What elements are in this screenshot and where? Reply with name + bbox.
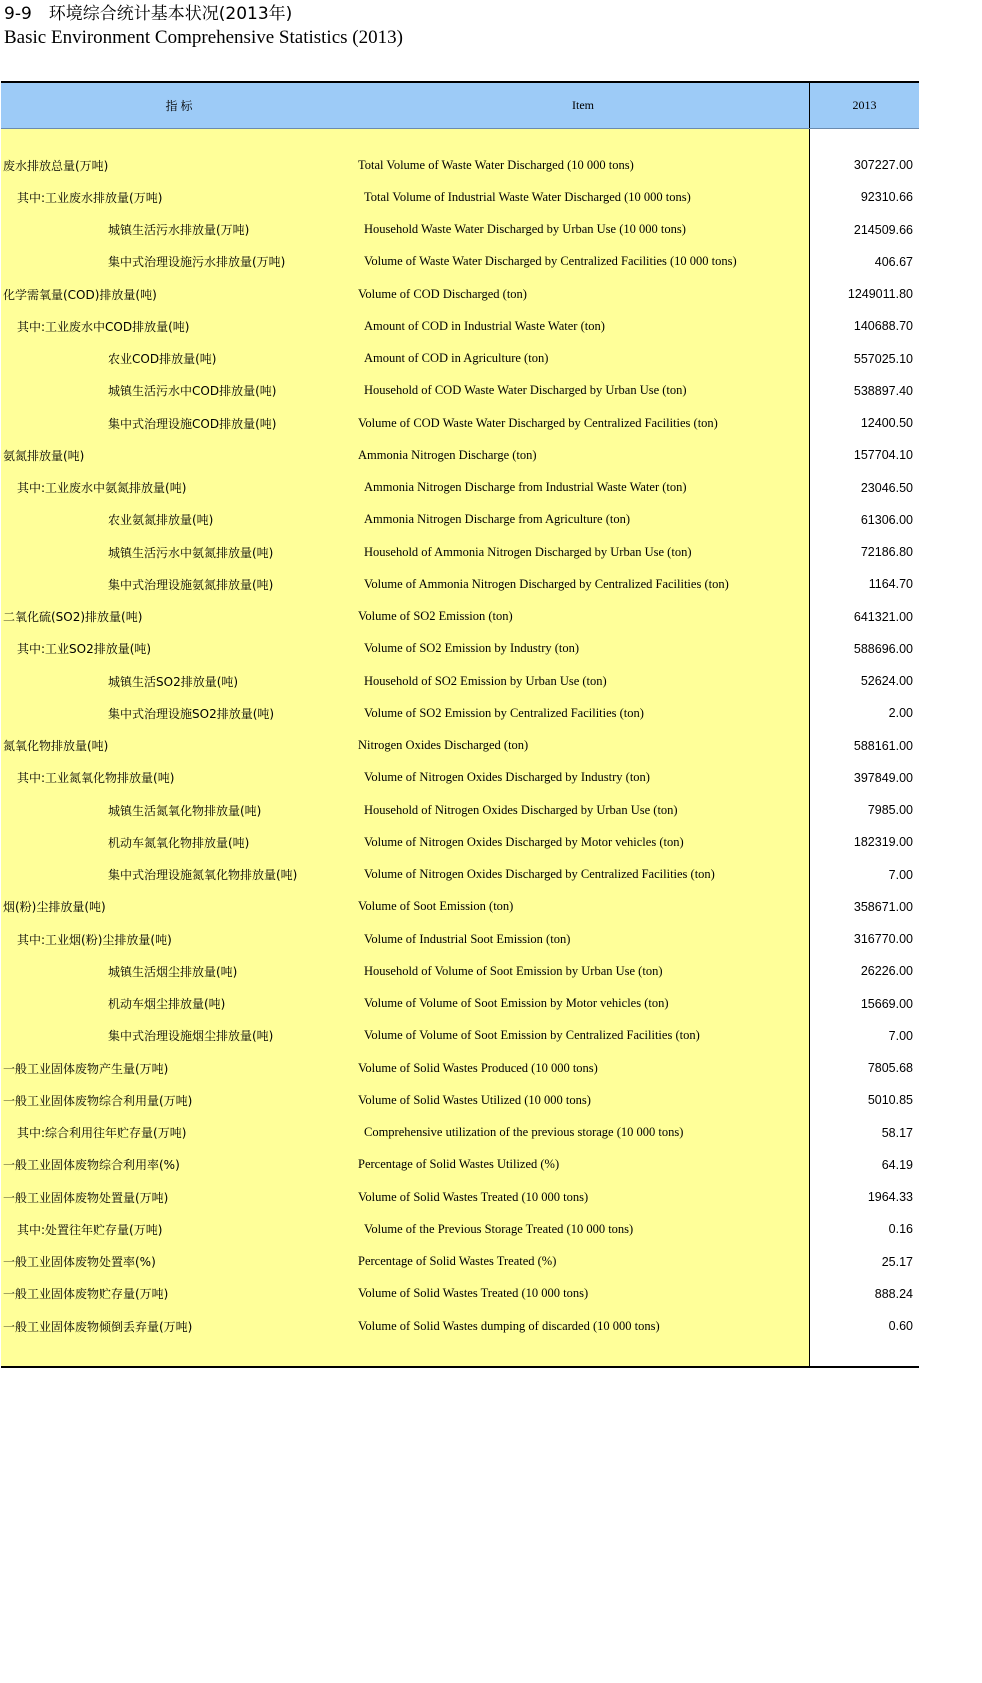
table-row <box>1 1181 809 1213</box>
value-2013-cell: 26226.00 <box>860 964 913 979</box>
indicator-cn-cell: 一般工业固体废物倾倒丢弃量(万吨) <box>3 1319 193 1334</box>
indicator-cn-cell: 二氧化硫(SO2)排放量(吨) <box>3 610 143 625</box>
table-row <box>1 407 809 439</box>
item-en-cell: Household Waste Water Discharged by Urban Use (10 000 tons) <box>364 222 686 237</box>
item-en-cell: Percentage of Solid Wastes Utilized (%) <box>358 1157 560 1172</box>
item-en-cell: Volume of Volume of Soot Emission by Motor vehicles (ton) <box>364 996 669 1011</box>
indicator-cn-cell: 机动车氮氧化物排放量(吨) <box>108 835 250 850</box>
item-en-cell: Amount of COD in Agriculture (ton) <box>364 351 549 366</box>
item-en-cell: Volume of COD Discharged (ton) <box>358 286 527 301</box>
indicator-cn-cell: 其中:处置往年贮存量(万吨) <box>17 1222 163 1237</box>
table-row <box>1 988 809 1020</box>
value-2013-cell: 52624.00 <box>860 674 913 689</box>
table-row <box>1 278 809 310</box>
item-en-cell: Ammonia Nitrogen Discharge from Agriculture (ton) <box>364 512 631 527</box>
indicator-cn-cell: 其中:工业废水排放量(万吨) <box>17 190 163 205</box>
item-en-cell: Total Volume of Waste Water Discharged (10 000 tons) <box>358 157 634 172</box>
table-row <box>1 246 809 278</box>
value-2013-cell: 7985.00 <box>867 803 913 818</box>
value-2013-cell: 0.16 <box>888 1222 913 1237</box>
item-en-cell: Household of COD Waste Water Discharged by Urban Use (ton) <box>364 383 687 398</box>
value-2013-cell: 61306.00 <box>860 512 913 527</box>
value-2013-cell: 92310.66 <box>860 190 913 205</box>
item-en-cell: Percentage of Solid Wastes Treated (%) <box>358 1254 557 1269</box>
indicator-cn-cell: 机动车烟尘排放量(吨) <box>108 997 226 1012</box>
value-2013-cell: 7.00 <box>888 1028 913 1043</box>
value-2013-cell: 214509.66 <box>853 222 913 237</box>
table-row <box>1 1246 809 1278</box>
value-column <box>809 129 919 1366</box>
item-en-cell: Household of SO2 Emission by Urban Use (ton) <box>364 673 607 688</box>
table-row <box>1 762 809 794</box>
item-en-cell: Household of Volume of Soot Emission by Urban Use (ton) <box>364 963 663 978</box>
value-2013-cell: 397849.00 <box>853 770 913 785</box>
indicator-cn-cell: 其中:工业SO2排放量(吨) <box>17 642 152 657</box>
value-2013-cell: 307227.00 <box>853 158 913 173</box>
indicator-cn-cell: 城镇生活污水排放量(万吨) <box>108 223 250 238</box>
table-body <box>1 129 919 1366</box>
header-year: 2013 <box>809 83 919 128</box>
item-en-cell: Volume of Solid Wastes Treated (10 000 tons) <box>358 1189 589 1204</box>
indicator-cn-cell: 城镇生活SO2排放量(吨) <box>108 674 239 689</box>
table-row <box>1 859 809 891</box>
statistics-table <box>1 81 919 1368</box>
table-row <box>1 568 809 600</box>
value-2013-cell: 557025.10 <box>853 351 913 366</box>
value-2013-cell: 406.67 <box>874 254 913 269</box>
item-en-cell: Volume of Solid Wastes Utilized (10 000 tons) <box>358 1092 591 1107</box>
indicator-cn-cell: 废水排放总量(万吨) <box>3 158 109 173</box>
value-2013-cell: 72186.80 <box>860 545 913 560</box>
indicator-cn-cell: 一般工业固体废物贮存量(万吨) <box>3 1287 169 1302</box>
item-en-cell: Total Volume of Industrial Waste Water Discharged (10 000 tons) <box>364 189 691 204</box>
indicator-cn-cell: 城镇生活污水中氨氮排放量(吨) <box>108 545 274 560</box>
indicator-cn-cell: 其中:综合利用往年贮存量(万吨) <box>17 1126 187 1141</box>
value-2013-cell: 588696.00 <box>853 641 913 656</box>
item-en-cell: Ammonia Nitrogen Discharge from Industrial Waste Water (ton) <box>364 480 687 495</box>
item-en-cell: Nitrogen Oxides Discharged (ton) <box>358 738 529 753</box>
item-en-cell: Amount of COD in Industrial Waste Water (ton) <box>364 318 605 333</box>
indicator-cn-cell: 化学需氧量(COD)排放量(吨) <box>3 287 157 302</box>
value-2013-cell: 641321.00 <box>853 609 913 624</box>
item-en-cell: Volume of Volume of Soot Emission by Centralized Facilities (ton) <box>364 1028 700 1043</box>
value-2013-cell: 157704.10 <box>853 448 913 463</box>
value-2013-cell: 25.17 <box>881 1254 913 1269</box>
table-row <box>1 633 809 665</box>
table-bottom-rule <box>1 1366 919 1368</box>
item-en-cell: Volume of Solid Wastes Produced (10 000 tons) <box>358 1060 598 1075</box>
item-en-cell: Household of Ammonia Nitrogen Discharged by Urban Use (ton) <box>364 544 692 559</box>
indicator-cn-cell: 其中:工业废水中COD排放量(吨) <box>17 319 190 334</box>
table-row <box>1 1020 809 1052</box>
table-row <box>1 1117 809 1149</box>
indicator-cn-cell: 集中式治理设施污水排放量(万吨) <box>108 255 286 270</box>
indicator-cn-cell: 集中式治理设施烟尘排放量(吨) <box>108 1029 274 1044</box>
indicator-cn-cell: 集中式治理设施COD排放量(吨) <box>108 416 277 431</box>
label-column <box>1 129 809 1366</box>
table-row <box>1 1084 809 1116</box>
table-row <box>1 601 809 633</box>
table-row <box>1 375 809 407</box>
table-row <box>1 826 809 858</box>
value-2013-cell: 23046.50 <box>860 480 913 495</box>
title-block <box>4 2 403 50</box>
value-2013-cell: 7.00 <box>888 867 913 882</box>
table-row <box>1 697 809 729</box>
item-en-cell: Ammonia Nitrogen Discharge (ton) <box>358 447 537 462</box>
indicator-cn-cell: 一般工业固体废物处置量(万吨) <box>3 1190 169 1205</box>
table-row <box>1 472 809 504</box>
item-en-cell: Volume of Industrial Soot Emission (ton) <box>364 931 571 946</box>
value-2013-cell: 358671.00 <box>853 899 913 914</box>
table-row <box>1 794 809 826</box>
value-2013-cell: 15669.00 <box>860 996 913 1011</box>
item-en-cell: Volume of Waste Water Discharged by Centralized Facilities (10 000 tons) <box>364 254 737 269</box>
value-2013-cell: 12400.50 <box>860 416 913 431</box>
indicator-cn-cell: 农业COD排放量(吨) <box>108 352 217 367</box>
value-2013-cell: 588161.00 <box>853 738 913 753</box>
indicator-cn-cell: 其中:工业烟(粉)尘排放量(吨) <box>17 932 172 947</box>
item-en-cell: Household of Nitrogen Oxides Discharged by Urban Use (ton) <box>364 802 678 817</box>
table-title-english: Basic Environment Comprehensive Statistics (2013) <box>4 27 403 48</box>
table-row <box>1 310 809 342</box>
table-row <box>1 1149 809 1181</box>
value-2013-cell: 140688.70 <box>853 319 913 334</box>
value-2013-cell: 316770.00 <box>853 932 913 947</box>
table-row <box>1 149 809 181</box>
value-2013-cell: 0.60 <box>888 1319 913 1334</box>
item-en-cell: Volume of Soot Emission (ton) <box>358 899 514 914</box>
table-row <box>1 1213 809 1245</box>
item-en-cell: Volume of Solid Wastes Treated (10 000 tons) <box>358 1286 589 1301</box>
value-2013-cell: 58.17 <box>881 1125 913 1140</box>
table-row <box>1 1310 809 1342</box>
value-2013-cell: 1164.70 <box>868 577 913 592</box>
value-2013-cell: 1249011.80 <box>847 287 913 302</box>
item-en-cell: Comprehensive utilization of the previous storage (10 000 tons) <box>364 1125 684 1140</box>
table-row <box>1 536 809 568</box>
indicator-cn-cell: 烟(粉)尘排放量(吨) <box>3 900 106 915</box>
table-row <box>1 730 809 762</box>
indicator-cn-cell: 农业氨氮排放量(吨) <box>108 513 214 528</box>
table-row <box>1 343 809 375</box>
indicator-cn-cell: 城镇生活污水中COD排放量(吨) <box>108 384 277 399</box>
value-2013-cell: 7805.68 <box>867 1061 913 1076</box>
item-en-cell: Volume of COD Waste Water Discharged by Centralized Facilities (ton) <box>358 415 718 430</box>
item-en-cell: Volume of SO2 Emission (ton) <box>358 609 513 624</box>
header-item: Item <box>572 98 594 112</box>
indicator-cn-cell: 其中:工业废水中氨氮排放量(吨) <box>17 481 187 496</box>
indicator-cn-cell: 集中式治理设施氮氧化物排放量(吨) <box>108 868 298 883</box>
value-2013-cell: 5010.85 <box>867 1093 913 1108</box>
table-row <box>1 891 809 923</box>
item-en-cell: Volume of Nitrogen Oxides Discharged by Centralized Facilities (ton) <box>364 867 715 882</box>
indicator-cn-cell: 一般工业固体废物处置率(%) <box>3 1255 156 1270</box>
indicator-cn-cell: 集中式治理设施SO2排放量(吨) <box>108 706 275 721</box>
table-row <box>1 439 809 471</box>
indicator-cn-cell: 氮氧化物排放量(吨) <box>3 739 109 754</box>
table-row <box>1 955 809 987</box>
table-row <box>1 214 809 246</box>
indicator-cn-cell: 城镇生活氮氧化物排放量(吨) <box>108 803 262 818</box>
item-en-cell: Volume of Nitrogen Oxides Discharged by Industry (ton) <box>364 770 650 785</box>
value-2013-cell: 182319.00 <box>853 835 913 850</box>
table-header <box>1 83 919 129</box>
item-en-cell: Volume of Nitrogen Oxides Discharged by Motor vehicles (ton) <box>364 834 684 849</box>
item-en-cell: Volume of Solid Wastes dumping of discarded (10 000 tons) <box>358 1318 660 1333</box>
value-2013-cell: 2.00 <box>888 706 913 721</box>
indicator-cn-cell: 集中式治理设施氨氮排放量(吨) <box>108 577 274 592</box>
indicator-cn-cell: 一般工业固体废物产生量(万吨) <box>3 1061 169 1076</box>
indicator-cn-cell: 城镇生活烟尘排放量(吨) <box>108 964 238 979</box>
value-2013-cell: 1964.33 <box>867 1190 913 1205</box>
item-en-cell: Volume of Ammonia Nitrogen Discharged by Centralized Facilities (ton) <box>364 576 729 591</box>
table-row <box>1 1052 809 1084</box>
header-indicator: 指 标 <box>165 99 193 113</box>
table-row <box>1 504 809 536</box>
table-row <box>1 923 809 955</box>
item-en-cell: Volume of the Previous Storage Treated (10 000 tons) <box>364 1221 634 1236</box>
item-en-cell: Volume of SO2 Emission by Industry (ton) <box>364 641 580 656</box>
table-row <box>1 181 809 213</box>
table-row <box>1 665 809 697</box>
table-title-chinese: 9-9 环境综合统计基本状况(2013年) <box>4 4 293 24</box>
indicator-cn-cell: 其中:工业氮氧化物排放量(吨) <box>17 771 175 786</box>
value-2013-cell: 888.24 <box>874 1286 913 1301</box>
indicator-cn-cell: 一般工业固体废物综合利用率(%) <box>3 1158 180 1173</box>
indicator-cn-cell: 一般工业固体废物综合利用量(万吨) <box>3 1093 193 1108</box>
table-row <box>1 1278 809 1310</box>
item-en-cell: Volume of SO2 Emission by Centralized Facilities (ton) <box>364 705 644 720</box>
value-2013-cell: 538897.40 <box>853 383 913 398</box>
indicator-cn-cell: 氨氮排放量(吨) <box>3 448 85 463</box>
value-2013-cell: 64.19 <box>881 1157 913 1172</box>
